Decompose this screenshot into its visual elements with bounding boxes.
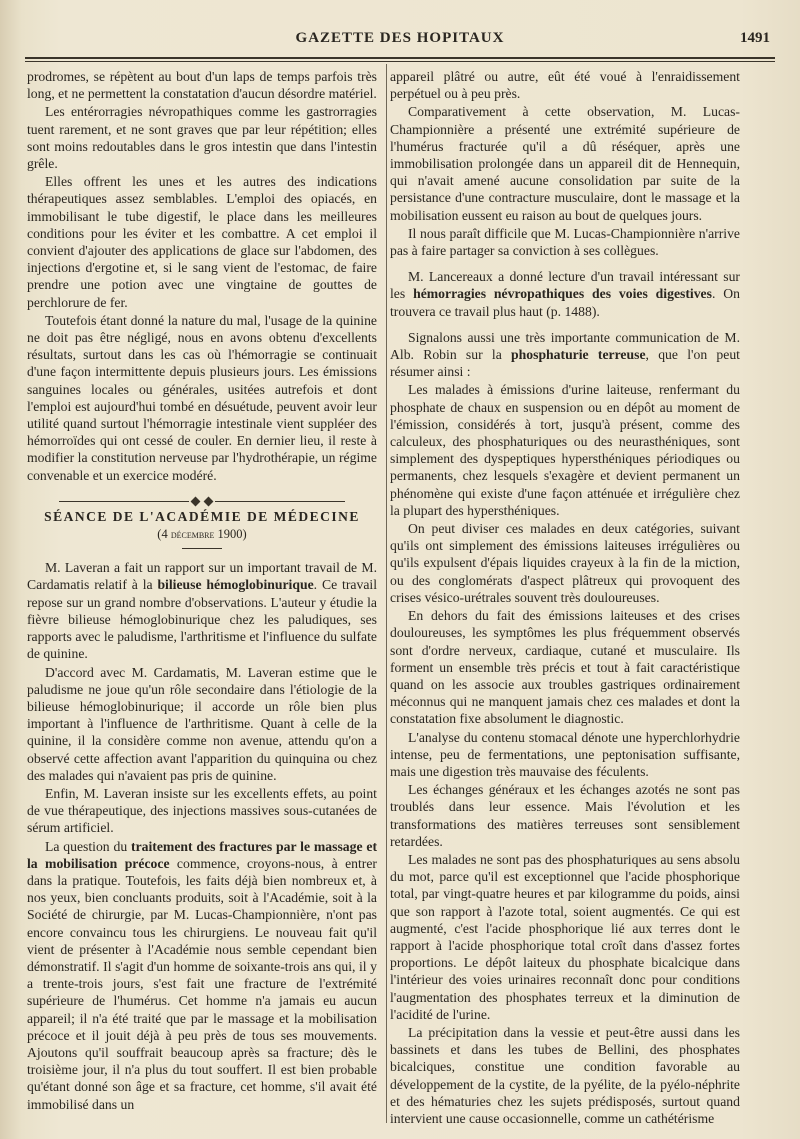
- section-ornament: [27, 492, 377, 502]
- paragraph: Il nous paraît difficile que M. Lucas-Championnière n'arrive pas à faire partager sa conviction à ses collègues.: [390, 225, 740, 259]
- header-rule-thick: [25, 57, 775, 59]
- paragraph: Les malades ne sont pas des phosphaturiques au sens absolu du mot, parce qu'il est exceptionnel que l'acide phosphorique total, par vingt-quatre heures et par kilogramme du poids, ainsi que son rapport à l'azote total, soient augmentés. Ce qui est augmenté, c'est l'acide phosphorique lié aux terres dont le rapport à l'acide phosphorique total croît dans d'assez fortes proportions. Le dépôt laiteux du phosphate bicalcique dans l'intérieur des voies urinaires reconnaît donc pour conditions l'augmentation des phosphates terreux et la diminution de l'acidité de l'urine.: [390, 851, 740, 1022]
- paragraph: Les échanges généraux et les échanges azotés ne sont pas troublés dans leur essence. Mais l'évolution et les transformations des matières terreuses sont sensiblement retardées.: [390, 782, 740, 849]
- paragraph: prodromes, se répètent au bout d'un laps de temps parfois très long, et ne permettent la constatation d'aucun désordre matériel.: [27, 69, 377, 102]
- column-divider: [386, 64, 387, 1123]
- running-title: GAZETTE DES HOPITAUX: [295, 30, 505, 46]
- paragraph: appareil plâtré ou autre, eût été voué à l'enraidissement perpétuel ou à peu près.: [390, 69, 740, 102]
- paragraph: Signalons aussi une très importante communication de M. Alb. Robin sur la phosphaturie terreuse, que l'on peut résumer ainsi :: [390, 329, 740, 380]
- left-column: [27, 68, 377, 1113]
- right-column: [390, 68, 740, 1127]
- paragraph: Elles offrent les unes et les autres des indications thérapeutiques assez semblables. L'emploi des opiacés, en immobilisant le tube digestif, le place dans les meilleures conditions pour les éviter et les combattre. A cet emploi il convient d'ajouter des applications de glace sur l'abdomen, des injections d'ergotine et, si le sang vient de l'estomac, de faire prendre une potion avec une vingtaine de gouttes de perchlorure de fer.: [27, 174, 377, 310]
- paragraph: En dehors du fait des émissions laiteuses et des crises douloureuses, les symptômes les plus fréquemment observés sont d'ordre nerveux, cardiaque, cutané et musculaire. Ils forment un ensemble très précis et tout à fait caractéristique quand on les associe aux troubles gastriques ordinairement méconnus qui ne manquent jamais chez ces malades et dont la constatation fixe absolument le diagnostic.: [390, 608, 740, 727]
- paragraph: Enfin, M. Laveran insiste sur les excellents effets, au point de vue thérapeutique, des injections massives sous-cutanées de sérum artificiel.: [27, 785, 377, 836]
- paragraph: M. Laveran a fait un rapport sur un important travail de M. Cardamatis relatif à la bilieuse hémoglobinurique. Ce travail repose sur un grand nombre d'observations. L'auteur y étudie la fièvre bilieuse hémoglobinurique chez les paludiques, ses rapports avec le paludisme, l'arthritisme et l'influence du sulfate de quinine.: [27, 560, 377, 662]
- paragraph: M. Lancereaux a donné lecture d'un travail intéressant sur les hémorragies névropathiques des voies digestives. On trouvera ce travail plus haut (p. 1488).: [390, 269, 740, 319]
- paragraph: Comparativement à cette observation, M. Lucas-Championnière a présenté une extrémité supérieure de l'humérus fracturée qu'il a dû réséquer, après une immobilisation prolongée dans un appareil dit de Hennequin, qui n'avait amené aucune consolidation par suite de la persistance d'une contracture musculaire, dont le massage et la mobilisation eussent eu raison au bout de quelques jours.: [390, 104, 740, 223]
- page-header: [0, 28, 800, 52]
- section-title: SÉANCE DE L'ACADÉMIE DE MÉDECINE: [44, 508, 360, 524]
- section-rule: [182, 548, 222, 549]
- paragraph: Les malades à émissions d'urine laiteuse, renfermant du phosphate de chaux en suspension ou en dépôt au moment de l'émission, considérés à tort, jusqu'à présent, comme des calculeux, des phosphaturiques ou des neurasthéniques, sont simplement des dyspeptiques hypersthéniques périodiques ou permanents, chez lesquels s'exagère et devient permanent un phénomène qui existe d'une façon atténuée et irrégulière chez la plupart des hypersthéniques.: [390, 382, 740, 518]
- page-number: 1491: [740, 30, 770, 46]
- paragraph: Toutefois étant donné la nature du mal, l'usage de la quinine ne doit pas être négligé, nous en avons obtenu d'excellents résultats, surtout dans les cas où l'hémorragie se continuait d'une façon intermittente depuis plusieurs jours. Les émissions sanguines locales ou générales, usitées autrefois et dont l'emploi est aujourd'hui tombé en désuétude, peuvent avoir leur utilité quand surtout l'hémorragie intestinale vient suppléer des hémorroïdes qui ont cessé de couler. En dernier lieu, il reste à modifier la constitution nerveuse par l'hydrothérapie, un régime convenable et un exercice modéré.: [27, 312, 377, 483]
- section-date: (4 décembre 1900): [157, 527, 247, 542]
- paragraph: D'accord avec M. Cardamatis, M. Laveran estime que le paludisme ne joue qu'un rôle secondaire dans l'étiologie de la bilieuse hémoglobinurique; il accorde un rôle bien plus important à l'influence de l'arthritisme. Quant à celle de la quinine, il la considère comme non avenue, attendu qu'on a observé cette affection avant l'apparition du quinquina ou chez des malades qui n'avaient pas pris de quinine.: [27, 664, 377, 783]
- paragraph: La question du traitement des fractures par le massage et la mobilisation précoce commence, croyons-nous, à entrer dans la pratique. Toutefois, les faits déjà bien nombreux et, à nos yeux, bien concluants produits, soit à l'Académie, soit à la Société de chirurgie, par M. Lucas-Championnière, n'ont pas encore convaincu tous les chirurgiens. Le nouveau fait qu'il vient de présenter à l'Académie nous semble cependant bien démonstratif. Il s'agit d'un homme de soixante-trois ans qui, il y a trente-trois jours, s'est fait une fracture de l'extrémité supérieure de l'humérus. Cet homme n'a jamais eu aucun appareil; il n'a été traité que par le massage et la mobilisation précoce et il jouit déjà à peu près de tous ses mouvements. Ajoutons qu'il souffrait beaucoup après sa fracture; dès le troisième jour, il n'a plus du tout souffert. Il est bien probable qu'étant donné son âge et sa fracture, cet homme, s'il avait été immobilisé dans un: [27, 838, 377, 1112]
- paragraph: L'analyse du contenu stomacal dénote une hyperchlorhydrie intense, peu de fermentations, une peptonisation suffisante, mais une digestion très mauvaise des féculents.: [390, 729, 740, 779]
- paragraph: On peut diviser ces malades en deux catégories, suivant qu'ils ont simplement des émissions laiteuses irrégulières ou qu'ils expulsent d'épais liquides crayeux à la fin de la miction, ou des conglomérats d'aspect plâtreux qui provoquent des crises vésico-urétrales souvent très douloureuses.: [390, 521, 740, 605]
- paragraph: Les entérorragies névropathiques comme les gastrorragies tuent rarement, et ne sont graves que par leur répétition; elles sont moins redoutables dans le gros intestin que dans l'intestin grêle.: [27, 104, 377, 172]
- paragraph: La précipitation dans la vessie et peut-être aussi dans les bassinets et dans les tubes de Bellini, des phosphates bicalciques, constitue une condition favorable au développement de la cystite, de la pyélite, de la pyélo-néphrite et des hématuries chez les sujets prédisposés, surtout quand intervient une cause occasionnelle, comme un cathétérisme: [390, 1024, 740, 1126]
- header-rule-thin: [25, 61, 775, 62]
